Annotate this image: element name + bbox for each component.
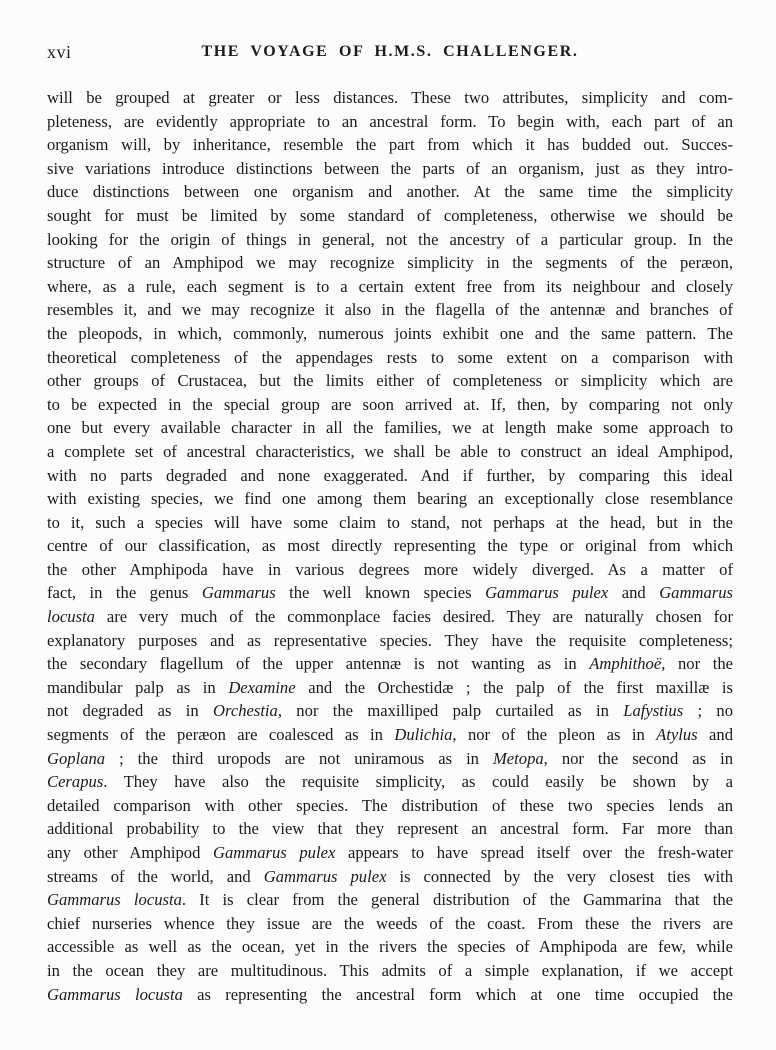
text-segment: structure of an Amphipod we may recognize simplicity in the segments of the peræon,	[47, 253, 733, 273]
running-title: THE VOYAGE OF H.M.S. CHALLENGER.	[201, 43, 579, 60]
text-line	[47, 393, 733, 417]
species-name-italic: Gammarus pulex	[213, 843, 336, 862]
text-segment: pleteness, are evidently appropriate to an ancestral form. To begin with, each part of an	[47, 111, 733, 131]
text-segment: , nor the maxilliped palp curtailed as in	[277, 701, 624, 721]
text-line	[47, 251, 733, 275]
species-name-italic: Goplana	[47, 748, 106, 768]
text-line	[47, 346, 733, 370]
text-segment: will be grouped at greater or less distances. These two attributes, simplicity and com-	[47, 88, 733, 107]
text-segment: duce distinctions between one organism and another. At the same time the simplicity	[47, 182, 733, 202]
text-line	[47, 676, 733, 700]
text-segment: , nor the second as in	[543, 748, 733, 768]
text-line	[47, 133, 733, 157]
text-line	[47, 794, 733, 818]
text-segment: resembles it, and we may recognize it also in the flagella of the antennæ and branches of	[47, 300, 733, 320]
text-segment: accessible as well as the ocean, yet in the rivers the species of Amphipoda are few, while	[47, 937, 733, 957]
text-segment: with no parts degraded and none exaggerated. And if further, by comparing this ideal	[47, 465, 733, 485]
text-segment: in the ocean they are multitudinous. This admits of a simple explanation, if we accept	[47, 960, 733, 980]
text-segment: , nor of the pleon as in	[452, 725, 657, 745]
species-name-italic: Orchestia	[213, 701, 278, 721]
text-segment: the well known species	[275, 583, 486, 603]
text-segment: explanatory purposes and as representative species. They have the requisite completeness;	[47, 630, 733, 650]
species-name-italic: locusta	[47, 607, 95, 627]
text-segment: detailed comparison with other species. The distribution of these two species lends an	[47, 795, 733, 815]
text-segment: mandibular palp as in	[47, 677, 229, 697]
page-number: xvi	[47, 42, 72, 62]
text-line	[47, 935, 733, 959]
text-line	[47, 959, 733, 983]
text-segment: not degraded as in	[47, 701, 214, 721]
text-line	[47, 322, 733, 346]
species-name-italic: Cerapus	[47, 772, 104, 792]
text-line	[47, 440, 733, 464]
species-name-italic: Gammarus pulex	[263, 866, 387, 886]
body-text	[47, 86, 733, 1006]
text-segment: , nor the	[661, 654, 733, 674]
text-line	[47, 865, 733, 889]
text-line	[47, 204, 733, 228]
text-line	[47, 228, 733, 252]
text-line	[47, 86, 733, 110]
text-segment: sive variations introduce distinctions between the parts of an organism, just as they intro-	[47, 158, 733, 178]
text-segment: theoretical completeness of the appendages rests to some extent on a comparison with	[47, 347, 733, 367]
species-name-italic: Amphithoë	[589, 654, 662, 674]
text-segment: a complete set of ancestral characteristics, we shall be able to construct an ideal Amphipod,	[47, 441, 733, 461]
text-segment: with existing species, we find one among them bearing an exceptionally close resemblance	[47, 489, 733, 509]
text-segment: where, as a rule, each segment is to a certain extent free from its neighbour and closely	[47, 276, 733, 296]
text-line	[47, 511, 733, 535]
text-line	[47, 699, 733, 723]
species-name-italic: Dulichia	[394, 725, 453, 745]
text-segment: segments of the peræon are coalesced as in	[47, 725, 395, 745]
text-line	[47, 464, 733, 488]
text-segment: to it, such a species will have some claim to stand, not perhaps at the head, but in the	[47, 512, 733, 532]
text-segment: and	[608, 583, 660, 603]
text-line	[47, 841, 733, 865]
text-segment: any other Amphipod	[47, 843, 213, 862]
text-segment: fact, in the genus	[47, 583, 202, 603]
text-segment: and the Orchestidæ ; the palp of the first maxillæ is	[295, 677, 733, 697]
text-line	[47, 416, 733, 440]
text-line	[47, 298, 733, 322]
text-line	[47, 534, 733, 558]
species-name-italic: Gammarus	[659, 583, 733, 603]
text-segment: the secondary flagellum of the upper antennæ is not wanting as in	[47, 654, 590, 674]
text-segment: the other Amphipoda have in various degrees more widely diverged. As a matter of	[47, 559, 733, 579]
text-segment: are very much of the commonplace facies desired. They are naturally chosen for	[94, 607, 733, 627]
text-segment: sought for must be limited by some standard of completeness, otherwise we should be	[47, 205, 733, 225]
text-line	[47, 369, 733, 393]
text-segment: chief nurseries whence they issue are the weeds of the coast. From these the rivers are	[47, 913, 733, 933]
species-name-italic: Metopa	[492, 748, 544, 768]
text-line	[47, 629, 733, 653]
text-segment: looking for the origin of things in general, not the ancestry of a particular group. In the	[47, 229, 733, 249]
text-line	[47, 983, 733, 1007]
text-line	[47, 888, 733, 912]
text-segment: centre of our classification, as most directly representing the type or original from which	[47, 536, 733, 556]
species-name-italic: Atylus	[656, 725, 698, 745]
text-segment: . They have also the requisite simplicity, as could easily be shown by a	[103, 772, 733, 792]
text-line	[47, 558, 733, 582]
species-name-italic: Gammarus locusta	[47, 890, 182, 910]
text-segment: one but every available character in all the families, we at length make some approach to	[47, 418, 733, 438]
text-line	[47, 770, 733, 794]
species-name-italic: Dexamine	[228, 677, 296, 697]
text-segment: additional probability to the view that they represent an ancestral form. Far more than	[47, 819, 733, 839]
text-segment: other groups of Crustacea, but the limits either of completeness or simplicity which are	[47, 371, 733, 391]
text-line	[47, 581, 733, 605]
text-segment: organism will, by inheritance, resemble the part from which it has budded out. Succes-	[47, 135, 733, 155]
text-line	[47, 912, 733, 936]
text-line	[47, 723, 733, 747]
text-segment: streams of the world, and	[47, 866, 264, 886]
text-line	[47, 110, 733, 134]
page-header	[47, 42, 733, 64]
text-segment: ; no	[683, 701, 733, 721]
species-name-italic: Gammarus pulex	[485, 583, 609, 603]
text-segment: appears to have spread itself over the fresh-water	[335, 843, 734, 862]
species-name-italic: Gammarus locusta	[47, 984, 183, 1004]
text-line	[47, 487, 733, 511]
text-line	[47, 817, 733, 841]
species-name-italic: Lafystius	[623, 701, 684, 721]
text-segment: as representing the ancestral form which at one time occupied the	[182, 984, 733, 1004]
text-segment: ; the third uropods are not uniramous as in	[105, 748, 493, 768]
text-line	[47, 180, 733, 204]
text-segment: and	[697, 725, 733, 745]
text-line	[47, 275, 733, 299]
text-line	[47, 747, 733, 771]
text-line	[47, 652, 733, 676]
text-segment: to be expected in the special group are soon arrived at. If, then, by comparing not only	[47, 394, 733, 414]
text-line	[47, 157, 733, 181]
text-segment: is connected by the very closest ties with	[386, 866, 733, 886]
text-segment: the pleopods, in which, commonly, numerous joints exhibit one and the same pattern. The	[47, 323, 733, 343]
species-name-italic: Gammarus	[201, 583, 276, 603]
text-segment: . It is clear from the general distribution of the Gammarina that the	[181, 890, 733, 910]
text-line	[47, 605, 733, 629]
